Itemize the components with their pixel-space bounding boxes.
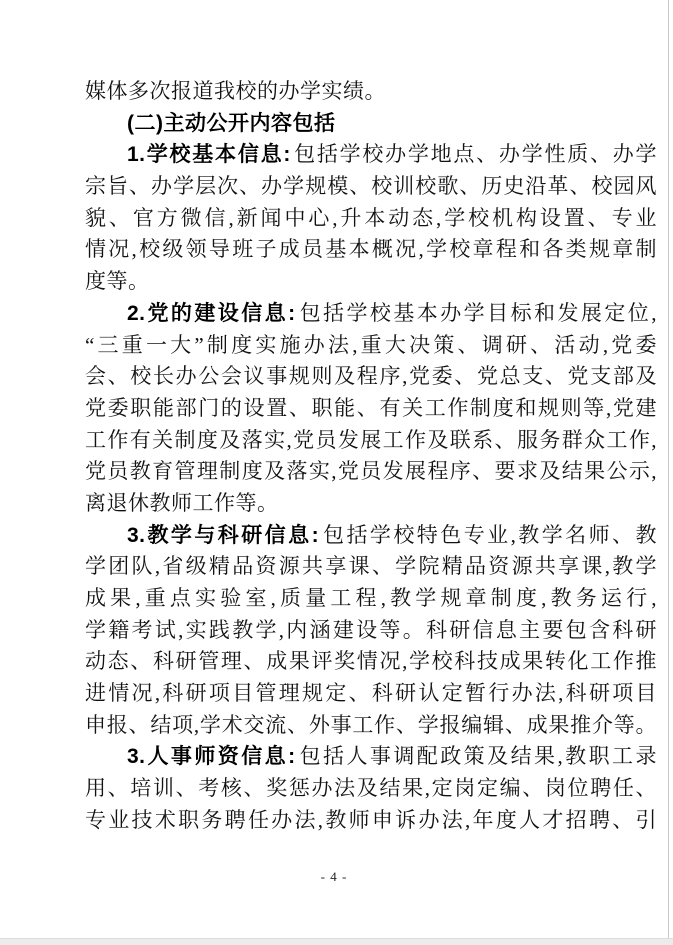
line-text: 会、校长办公会议事规则及程序,党委、党总支、党支部及 [85, 364, 657, 389]
text-line [85, 488, 657, 520]
line-text: 包括人事调配政策及结果,教职工录 [297, 744, 657, 769]
line-text: 申报、结项,学术交流、外事工作、学报编辑、成果推介等。 [85, 712, 657, 737]
line-text: 成果,重点实验室,质量工程,教学规章制度,教务运行, [85, 586, 657, 610]
text-line [85, 615, 657, 647]
text-line [85, 266, 657, 298]
text-line [85, 741, 657, 773]
text-line [85, 710, 657, 742]
text-line [85, 520, 657, 552]
text-line [85, 139, 657, 171]
line-text: (二)主动公开内容包括 [127, 111, 336, 135]
text-line [85, 171, 657, 203]
text-line [85, 425, 657, 457]
text-line [85, 583, 657, 615]
line-text: 党员教育管理制度及落实,党员发展程序、要求及结果公示, [85, 459, 657, 484]
line-text: 离退休教师工作等。 [85, 490, 279, 515]
text-line [85, 76, 657, 108]
line-text: 动态、科研管理、成果评奖情况,学校科技成果转化工作推 [85, 649, 657, 674]
page-number: - 4 - [320, 869, 348, 884]
text-line [85, 805, 657, 837]
text-block [85, 76, 657, 837]
line-text: 包括学校办学地点、办学性质、办学 [292, 142, 657, 167]
line-text: 专业技术职务聘任办法,教师申诉办法,年度人才招聘、引 [85, 807, 657, 832]
item-label: 3.教学与科研信息: [127, 523, 320, 547]
text-line [85, 203, 657, 235]
text-line [85, 393, 657, 425]
line-text: 学籍考试,实践教学,内涵建设等。科研信息主要包含科研 [85, 617, 657, 642]
line-text: 进情况,科研项目管理规定、科研认定暂行办法,科研项目 [85, 681, 657, 706]
line-text: 度等。 [85, 269, 150, 294]
text-line [85, 646, 657, 678]
line-text: 宗旨、办学层次、办学规模、校训校歌、历史沿革、校园风 [85, 174, 657, 199]
line-text: 工作有关制度及落实,党员发展工作及联系、服务群众工作, [85, 427, 657, 452]
page-right-edge-line [668, 0, 669, 938]
text-line [85, 456, 657, 488]
text-line [85, 330, 657, 362]
text-line [85, 678, 657, 710]
line-text: 包括学校基本办学目标和发展定位, [297, 300, 657, 325]
text-line [85, 361, 657, 393]
text-line [85, 551, 657, 583]
line-text: 情况,校级领导班子成员基本概况,学校章程和各类规章制 [85, 237, 657, 262]
text-line [85, 234, 657, 266]
item-label: 2.党的建设信息: [127, 301, 296, 325]
item-label: 3.人事师资信息: [127, 745, 296, 769]
line-text: 貌、官方微信,新闻中心,升本动态,学校机构设置、专业 [85, 205, 657, 230]
line-text: 学团队,省级精品资源共享课、学院精品资源共享课,教学 [85, 554, 657, 579]
line-text: “三重一大”制度实施办法,重大决策、调研、活动,党委 [85, 332, 657, 357]
line-text: 党委职能部门的设置、职能、有关工作制度和规则等,党建 [85, 395, 657, 420]
line-text: 用、培训、考核、奖惩办法及结果,定岗定编、岗位聘任、 [85, 776, 657, 801]
section-heading [85, 108, 657, 140]
item-label: 1.学校基本信息: [127, 143, 291, 167]
line-text: 包括学校特色专业,教学名师、教 [321, 522, 658, 547]
text-line [85, 773, 657, 805]
viewer-background-strip [0, 938, 673, 945]
line-text: 媒体多次报道我校的办学实绩。 [85, 79, 386, 103]
text-line [85, 298, 657, 330]
